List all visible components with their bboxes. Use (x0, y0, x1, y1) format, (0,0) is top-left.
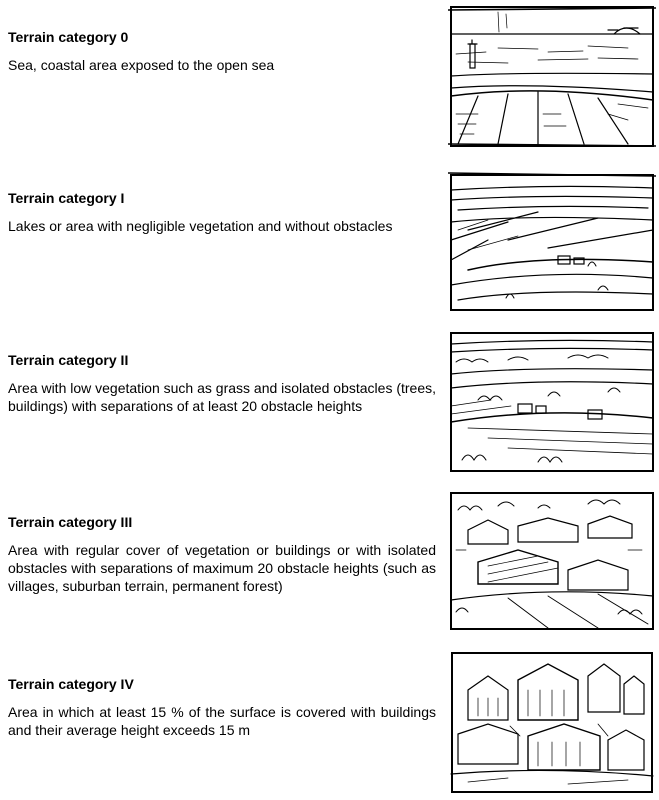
lake-flat-land-sketch (448, 170, 656, 315)
category-description: Area with regular cover of vegetation or buildings or with isolated obstacles with separations of maximum 20 obstacle heights (such as villages, suburban terrain, permanent forest) (8, 542, 436, 594)
category-title: Terrain category I (8, 190, 125, 206)
category-description: Sea, coastal area exposed to the open sea (8, 57, 275, 73)
category-description: Area in which at least 15 % of the surface is covered with buildings and their average height exceeds 15 m (8, 704, 436, 738)
category-title: Terrain category 0 (8, 29, 129, 45)
category-description: Lakes or area with negligible vegetation and without obstacles (8, 218, 393, 234)
village-sketch (448, 490, 656, 632)
category-text (8, 675, 436, 739)
farmland-sketch (448, 330, 656, 474)
category-text (8, 351, 436, 415)
category-title: Terrain category IV (8, 676, 134, 692)
category-text (8, 28, 436, 74)
category-title: Terrain category II (8, 352, 129, 368)
category-text (8, 189, 436, 235)
category-description: Area with low vegetation such as grass and isolated obstacles (trees, buildings) with separations of at least 20 obstacle heights (8, 380, 437, 414)
sea-coast-sketch (448, 4, 656, 149)
category-title: Terrain category III (8, 514, 133, 530)
category-text (8, 513, 436, 595)
city-sketch (448, 650, 656, 795)
